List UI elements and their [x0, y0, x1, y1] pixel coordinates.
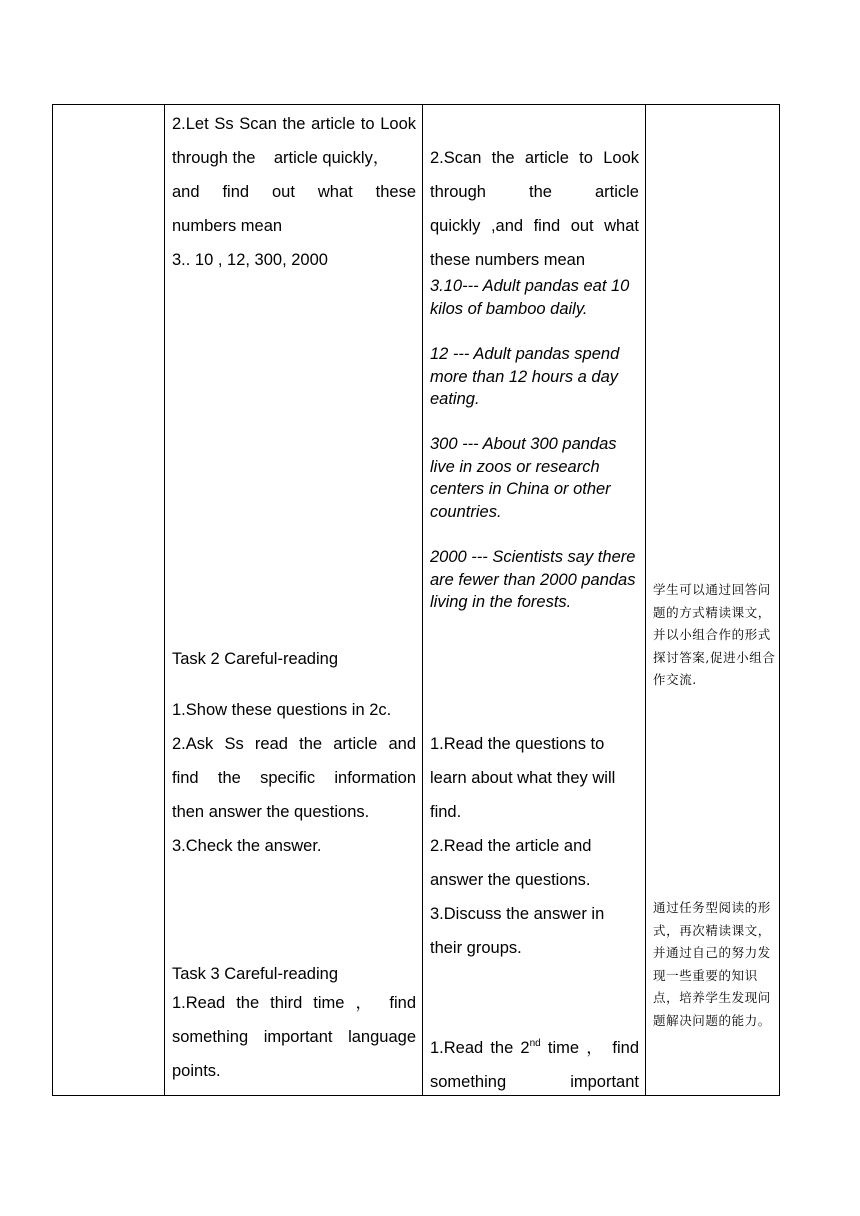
lesson-plan-table — [52, 104, 780, 1096]
student-activities-column — [423, 105, 645, 1095]
student-task2-step-3-line-2: their groups. — [430, 939, 522, 957]
student-scan-line-2: through the article — [430, 183, 639, 201]
teacher-scan-line-4: numbers mean — [172, 217, 283, 235]
task3-design-note: 通过任务型阅读的形式，再次精读课文，并通过自己的努力发现一些重要的知识点，培养学生发现问题解决问题的能力。 — [653, 900, 771, 1028]
student-task2-step-1-line-2: learn about what they will — [430, 769, 616, 787]
student-scan-line-1: 2.Scan the article to Look — [430, 149, 639, 167]
task2-title: Task 2 Careful-reading — [172, 650, 338, 668]
student-task2-step-2-line-1: 2.Read the article and — [430, 837, 592, 855]
task3-step-1-line-2: something important language — [172, 1028, 416, 1046]
task2-step-1: 1.Show these questions in 2c. — [172, 701, 392, 719]
task2-step-3: 3.Check the answer. — [172, 837, 322, 855]
answer-300: 300 --- About 300 pandas live in zoos or research centers in China or other countries. — [430, 435, 617, 521]
task3-title: Task 3 Careful-reading — [172, 965, 338, 983]
task2-step-2-line-1: 2.Ask Ss read the article and — [172, 735, 416, 753]
student-task3-step-1-line-2: something important — [430, 1073, 639, 1091]
design-intent-column — [646, 105, 780, 1095]
answer-10: 3.10--- Adult pandas eat 10 kilos of bamboo daily. — [430, 277, 630, 318]
task3-step-suffix: time ， find — [540, 1039, 639, 1057]
teacher-activities-column — [165, 105, 422, 1095]
teacher-scan-line-3: and find out what these — [172, 183, 416, 201]
teacher-scan-line-2: through the article quickly， — [172, 149, 390, 167]
task2-step-2-line-3: then answer the questions. — [172, 803, 370, 821]
student-task3-step-1-line-1 — [430, 1031, 639, 1065]
teacher-scan-line-1: 2.Let Ss Scan the article to Look — [172, 115, 416, 133]
student-scan-line-4: these numbers mean — [430, 251, 586, 269]
student-task2-step-1-line-3: find. — [430, 803, 462, 821]
task3-step-1-line-3: points. — [172, 1062, 221, 1080]
task3-step-prefix: 1.Read the 2 — [430, 1039, 530, 1057]
student-task2-step-3-line-1: 3.Discuss the answer in — [430, 905, 605, 923]
answer-2000: 2000 --- Scientists say there are fewer than 2000 pandas living in the forests. — [430, 548, 636, 611]
answer-12: 12 --- Adult pandas spend more than 12 hours a day eating. — [430, 345, 620, 408]
task2-design-note: 学生可以通过回答问题的方式精读课文，并以小组合作的形式探讨答案,促进小组合作交流. — [653, 582, 776, 687]
teacher-numbers: 3.. 10 , 12, 300, 2000 — [172, 251, 328, 269]
ordinal-suffix: nd — [529, 1038, 541, 1049]
student-scan-line-3: quickly ,and find out what — [430, 217, 639, 235]
task3-step-1-line-1: 1.Read the third time ， find — [172, 994, 416, 1012]
student-task2-step-2-line-2: answer the questions. — [430, 871, 591, 889]
task2-step-2-line-2: find the specific information — [172, 769, 416, 787]
student-task2-step-1-line-1: 1.Read the questions to — [430, 735, 605, 753]
